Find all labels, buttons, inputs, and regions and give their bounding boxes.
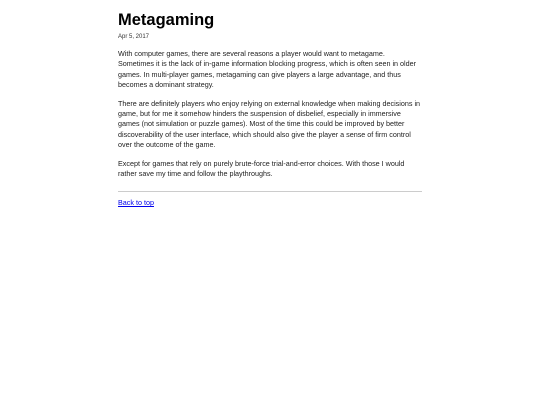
- article: [118, 10, 422, 210]
- paragraph-1: With computer games, there are several reasons a player would want to metagame. Sometimes it is the lack of in-game information blocking progress, which is often seen in older games. In multi-player games, metagaming can give players a large advantage, and thus becomes a dominant strategy.: [118, 49, 417, 90]
- post-date: Apr 5, 2017: [118, 34, 150, 40]
- divider: [118, 191, 422, 192]
- page-title: Metagaming: [118, 11, 215, 29]
- paragraph-3: Except for games that rely on purely brute-force trial-and-error choices. With those I would rather save my time and follow the playthroughs.: [118, 158, 405, 179]
- back-to-top-link[interactable]: Back to top: [118, 198, 154, 208]
- paragraph-2: There are definitely players who enjoy relying on external knowledge when making decisions in game, but for me it somehow hinders the suspension of disbelief, especially in immersive games (not simulation or puzzle games). Most of the time this could be improved by better discoverability of the user interface, which should also give the player a sense of firm control over the outcome of the game.: [118, 98, 421, 150]
